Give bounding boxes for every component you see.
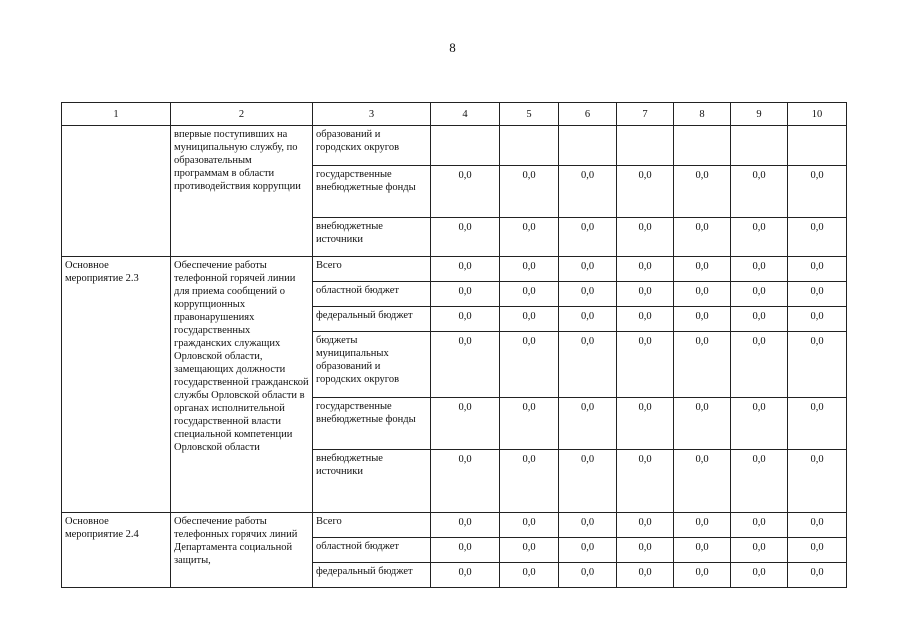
value-cell: 0,0	[559, 307, 617, 332]
value-cell: 0,0	[500, 307, 559, 332]
funding-source: государственные внебюджетные фонды	[313, 166, 431, 218]
activity-cell	[62, 126, 171, 257]
value-cell: 0,0	[559, 332, 617, 398]
value-cell: 0,0	[431, 563, 500, 588]
value-cell: 0,0	[788, 398, 847, 450]
value-cell: 0,0	[731, 257, 788, 282]
value-cell: 0,0	[788, 257, 847, 282]
value-cell: 0,0	[788, 538, 847, 563]
value-cell: 0,0	[500, 450, 559, 513]
column-header: 9	[731, 103, 788, 126]
value-cell: 0,0	[431, 218, 500, 257]
value-cell: 0,0	[674, 398, 731, 450]
value-cell: 0,0	[731, 538, 788, 563]
funding-source: областной бюджет	[313, 538, 431, 563]
value-cell: 0,0	[431, 307, 500, 332]
value-cell: 0,0	[617, 307, 674, 332]
value-cell: 0,0	[731, 450, 788, 513]
value-cell: 0,0	[500, 332, 559, 398]
value-cell: 0,0	[431, 513, 500, 538]
funding-source: Всего	[313, 513, 431, 538]
value-cell: 0,0	[431, 450, 500, 513]
value-cell: 0,0	[788, 218, 847, 257]
value-cell: 0,0	[500, 166, 559, 218]
column-header: 6	[559, 103, 617, 126]
value-cell: 0,0	[500, 513, 559, 538]
value-cell: 0,0	[431, 398, 500, 450]
funding-source: внебюджетные источники	[313, 218, 431, 257]
value-cell: 0,0	[731, 282, 788, 307]
value-cell: 0,0	[559, 257, 617, 282]
value-cell: 0,0	[731, 332, 788, 398]
value-cell: 0,0	[788, 166, 847, 218]
value-cell	[559, 126, 617, 166]
value-cell: 0,0	[674, 332, 731, 398]
value-cell: 0,0	[731, 398, 788, 450]
value-cell: 0,0	[431, 166, 500, 218]
value-cell: 0,0	[617, 513, 674, 538]
value-cell: 0,0	[559, 282, 617, 307]
value-cell: 0,0	[617, 450, 674, 513]
value-cell: 0,0	[674, 513, 731, 538]
column-header: 5	[500, 103, 559, 126]
value-cell	[617, 126, 674, 166]
funding-source: внебюджетные источники	[313, 450, 431, 513]
funding-source: государственные внебюджетные фонды	[313, 398, 431, 450]
value-cell: 0,0	[617, 166, 674, 218]
value-cell: 0,0	[674, 218, 731, 257]
value-cell: 0,0	[674, 257, 731, 282]
value-cell: 0,0	[617, 332, 674, 398]
value-cell: 0,0	[617, 538, 674, 563]
value-cell: 0,0	[617, 218, 674, 257]
value-cell: 0,0	[559, 450, 617, 513]
column-header: 7	[617, 103, 674, 126]
funding-source: федеральный бюджет	[313, 563, 431, 588]
value-cell: 0,0	[788, 450, 847, 513]
funding-source: Всего	[313, 257, 431, 282]
value-cell: 0,0	[788, 513, 847, 538]
value-cell: 0,0	[674, 282, 731, 307]
page-number: 8	[449, 40, 456, 55]
value-cell	[731, 126, 788, 166]
value-cell: 0,0	[559, 166, 617, 218]
value-cell	[431, 126, 500, 166]
column-header: 10	[788, 103, 847, 126]
table-row	[62, 126, 847, 166]
value-cell: 0,0	[674, 166, 731, 218]
activity-number: Основное мероприятие 2.3	[62, 257, 171, 513]
header-row	[62, 103, 847, 126]
column-header: 2	[171, 103, 313, 126]
value-cell: 0,0	[674, 450, 731, 513]
value-cell: 0,0	[559, 538, 617, 563]
value-cell: 0,0	[431, 332, 500, 398]
value-cell: 0,0	[788, 332, 847, 398]
value-cell: 0,0	[559, 513, 617, 538]
value-cell: 0,0	[431, 257, 500, 282]
funding-source: федеральный бюджет	[313, 307, 431, 332]
value-cell: 0,0	[559, 398, 617, 450]
value-cell: 0,0	[731, 513, 788, 538]
funding-source: бюджеты муниципальных образований и городских округов	[313, 332, 431, 398]
value-cell: 0,0	[674, 538, 731, 563]
value-cell: 0,0	[731, 218, 788, 257]
value-cell: 0,0	[674, 563, 731, 588]
value-cell: 0,0	[731, 307, 788, 332]
value-cell: 0,0	[674, 307, 731, 332]
column-header: 1	[62, 103, 171, 126]
value-cell: 0,0	[617, 257, 674, 282]
value-cell	[500, 126, 559, 166]
activity-description: впервые поступивших на муниципальную службу, по образовательным программам в области противодействия коррупции	[171, 126, 313, 257]
value-cell: 0,0	[431, 538, 500, 563]
value-cell: 0,0	[500, 398, 559, 450]
column-header: 4	[431, 103, 500, 126]
activity-description: Обеспечение работы телефонных горячих линий Департамента социальной защиты,	[171, 513, 313, 588]
value-cell: 0,0	[731, 166, 788, 218]
table-row	[62, 257, 847, 282]
value-cell: 0,0	[500, 282, 559, 307]
value-cell: 0,0	[617, 563, 674, 588]
value-cell: 0,0	[500, 538, 559, 563]
value-cell: 0,0	[788, 307, 847, 332]
column-header: 8	[674, 103, 731, 126]
value-cell: 0,0	[788, 563, 847, 588]
value-cell: 0,0	[617, 398, 674, 450]
value-cell: 0,0	[617, 282, 674, 307]
value-cell: 0,0	[788, 282, 847, 307]
funding-source: образований и городских округов	[313, 126, 431, 166]
budget-table	[61, 102, 847, 588]
value-cell: 0,0	[500, 563, 559, 588]
value-cell: 0,0	[559, 218, 617, 257]
value-cell	[674, 126, 731, 166]
activity-number: Основное мероприятие 2.4	[62, 513, 171, 588]
value-cell: 0,0	[431, 282, 500, 307]
table-row	[62, 513, 847, 538]
funding-source: областной бюджет	[313, 282, 431, 307]
column-header: 3	[313, 103, 431, 126]
value-cell: 0,0	[559, 563, 617, 588]
value-cell: 0,0	[500, 218, 559, 257]
value-cell: 0,0	[500, 257, 559, 282]
activity-description: Обеспечение работы телефонной горячей линии для приема сообщений о коррупционных правонарушениях государственных гражданских служащих Орловской области, замещающих должности государственной гражданской службы Орловской области в органах исполнительной государственной власти специальной компетенции Орловской области	[171, 257, 313, 513]
value-cell: 0,0	[731, 563, 788, 588]
value-cell	[788, 126, 847, 166]
